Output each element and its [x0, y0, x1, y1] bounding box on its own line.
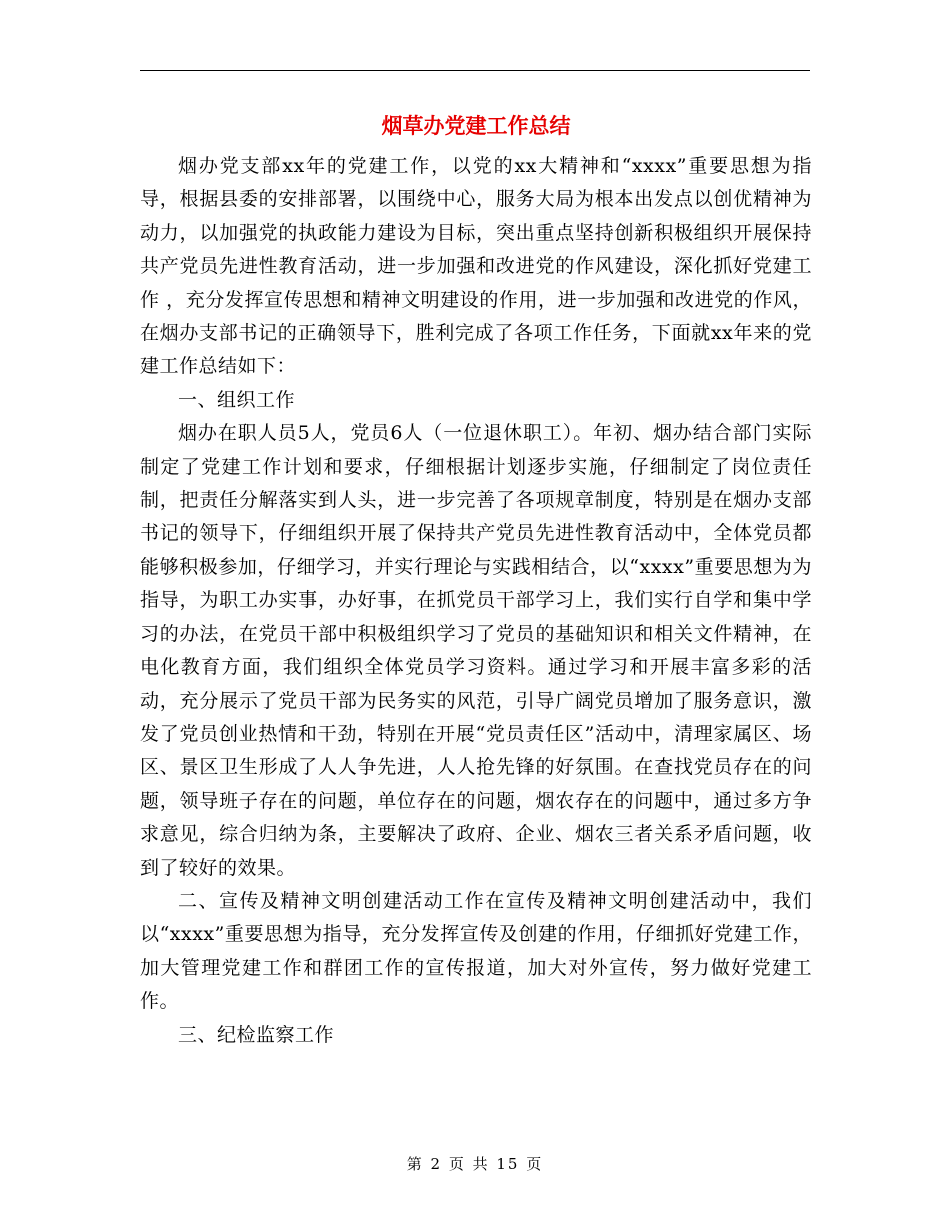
section-heading-discipline: 三、纪检监察工作 [178, 1023, 335, 1046]
section-heading-organization: 一、组织工作 [178, 388, 296, 411]
paragraph-organization: 烟办在职人员5人，党员6人（一位退休职工）。年初、烟办结合部门实际制定了党建工作计划和要求，仔细根据计划逐步实施，仔细制定了岗位责任制，把责任分解落实到人头，进一步完善了各项规章制度，特别是在烟办支部书记的领导下，仔细组织开展了保持共产党员先进性教育活动中，全体党员都能够积极参加，仔细学习，并实行理论与实践相结合，以“xxxx”重要思想为为指导，为职工办实事，办好事，在抓党员干部学习上，我们实行自学和集中学习的办法，在党员干部中积极组织学习了党员的基础知识和相关文件精神，在电化教育方面，我们组织全体党员学习资料。通过学习和开展丰富多彩的活动，充分展示了党员干部为民务实的风范，引导广阔党员增加了服务意识，激发了党员创业热情和干劲，特别在开展“党员责任区”活动中，清理家属区、场区、景区卫生形成了人人争先进，人人抢先锋的好氛围。在查找党员存在的问题，领导班子存在的问题，单位存在的问题，烟农存在的问题中，通过多方争求意见，综合归纳为条，主要解决了政府、企业、烟农三者关系矛盾问题，收到了较好的效果。 [140, 422, 812, 879]
paragraph-intro: 烟办党支部xx年的党建工作，以党的xx大精神和“xxxx”重要思想为指导，根据县委的安排部署，以围绕中心，服务大局为根本出发点以创优精神为动力，以加强党的执政能力建设为目标，突出重点坚持创新积极组织开展保持共产党员先进性教育活动，进一步加强和改进党的作风建设，深化抓好党建工作 ，充分发挥宣传思想和精神文明建设的作用，进一步加强和改进党的作风，在烟办支部书记的正确领导下，胜利完成了各项工作任务，下面就xx年来的党建工作总结如下： [140, 155, 812, 378]
paragraph-publicity: 二、宣传及精神文明创建活动工作在宣传及精神文明创建活动中，我们以“xxxx”重要思想为指导，充分发挥宣传及创建的作用，仔细抓好党建工作，加大管理党建工作和群团工作的宣传报道，加大对外宣传，努力做好党建工作。 [140, 889, 812, 1013]
header-rule [140, 70, 810, 71]
document-title: 烟草办党建工作总结 [381, 113, 571, 138]
page-number-label: 第 2 页 共 15 页 [406, 1155, 544, 1173]
document-body [140, 104, 812, 1052]
page-footer [0, 1153, 950, 1174]
